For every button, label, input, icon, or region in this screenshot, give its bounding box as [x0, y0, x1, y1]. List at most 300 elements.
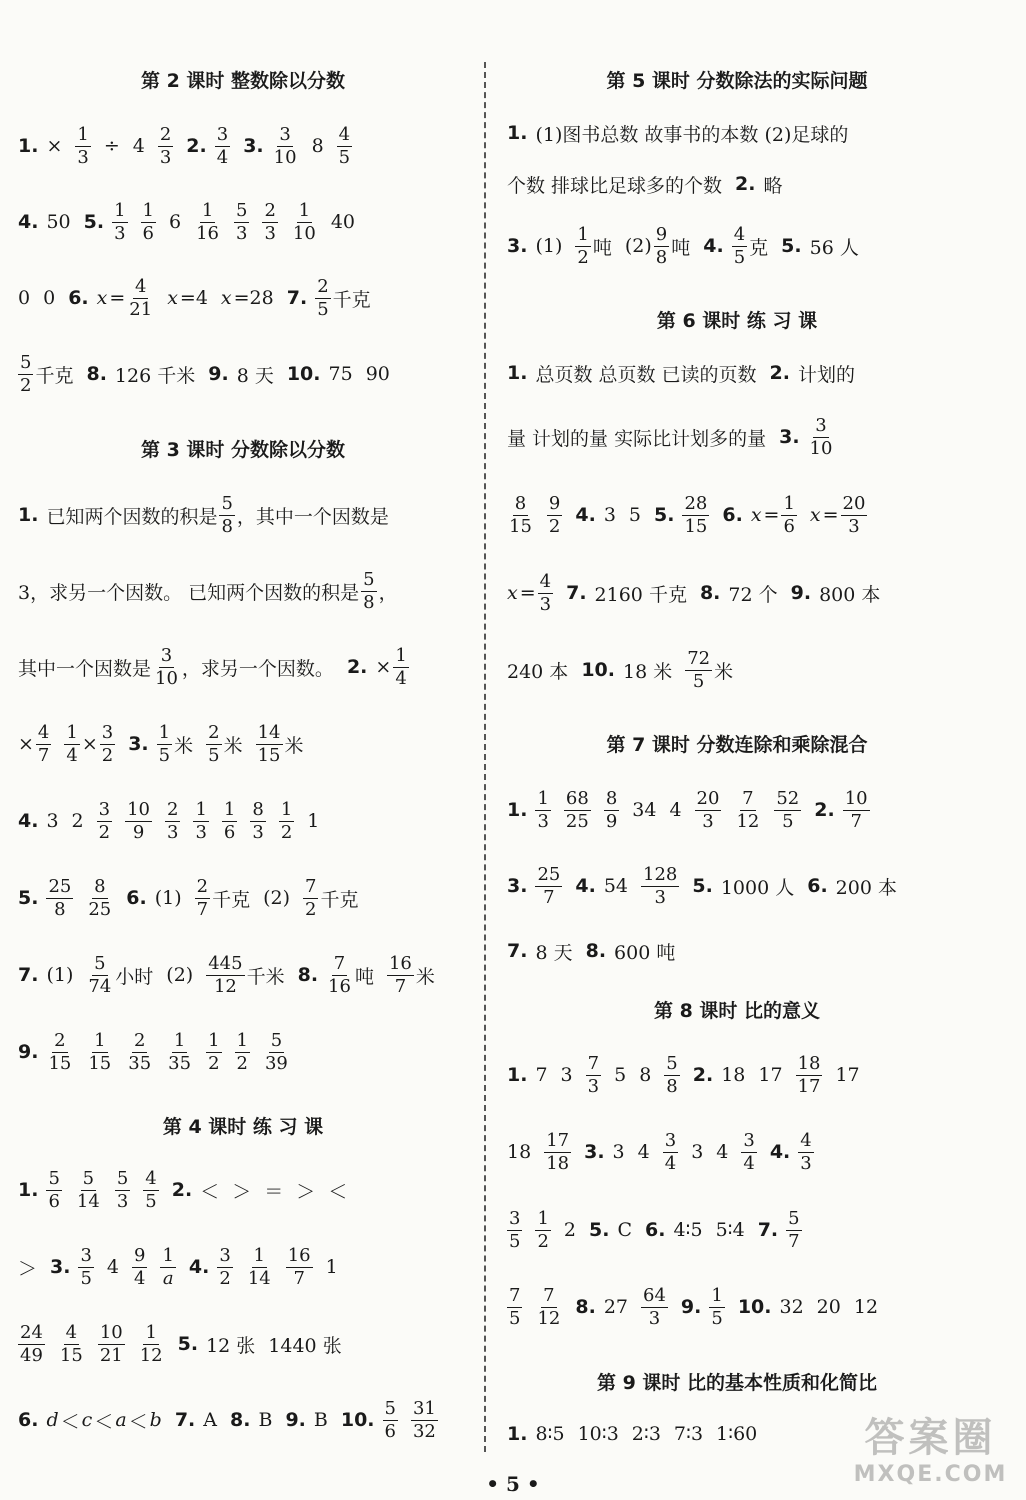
answer-text: 3 [603, 504, 616, 526]
answer-text: 126 千米 [114, 364, 196, 387]
fraction-denominator: 6 [384, 1420, 396, 1442]
fraction [663, 1131, 678, 1174]
question-number: 10. [581, 659, 615, 681]
answer-text: 2∶3 [631, 1423, 661, 1445]
fraction-denominator: 7 [788, 1230, 800, 1252]
fraction-denominator: 8 [655, 246, 668, 268]
answer-text: 12 张 [206, 1334, 256, 1357]
answer-line [507, 640, 733, 700]
fraction-numerator: 4 [539, 570, 552, 592]
answer-text: 1440 张 [268, 1334, 342, 1357]
answer-group [157, 723, 193, 766]
fraction-numerator: 2 [264, 199, 276, 221]
fraction [160, 1246, 175, 1289]
answer-text: 72 个 [728, 583, 778, 606]
answer-text: =4 [179, 287, 208, 309]
answer-group [256, 723, 304, 766]
fraction-numerator: 1 [201, 199, 214, 221]
fraction [141, 201, 156, 244]
fraction-numerator: 1 [395, 644, 407, 666]
fraction [138, 1323, 165, 1366]
fraction [279, 800, 294, 843]
answer-group [375, 646, 408, 689]
fraction [143, 1169, 158, 1212]
fraction-numerator: 3 [743, 1129, 755, 1151]
fraction-numerator: 2 [196, 875, 209, 897]
fraction-denominator: a [162, 1267, 174, 1289]
fraction-numerator: 2 [208, 721, 220, 743]
fraction-denominator: 15 [257, 744, 281, 766]
answer-line [507, 154, 783, 214]
fraction-numerator: 5 [82, 1167, 95, 1189]
answer-text: 200 本 [835, 876, 897, 899]
fraction [808, 416, 835, 459]
question-number: 4. [188, 1256, 210, 1278]
fraction-denominator: 5 [509, 1307, 521, 1329]
fraction [217, 1246, 232, 1289]
fraction-denominator: 8 [666, 1075, 678, 1097]
answer-text: 75 [328, 363, 353, 385]
fraction [219, 494, 234, 537]
fraction-numerator: 25 [48, 875, 72, 897]
answer-text: =28 [233, 287, 274, 309]
fraction [654, 225, 669, 268]
fraction [36, 723, 51, 766]
question-number: 8. [699, 582, 721, 604]
fraction [544, 1131, 571, 1174]
fraction-denominator: 3 [539, 593, 552, 615]
fraction [695, 789, 722, 832]
fraction [153, 646, 180, 689]
question-number: 1. [507, 799, 528, 821]
fraction [206, 954, 244, 997]
question-number: 7. [507, 940, 528, 962]
question-number: 10. [340, 1409, 375, 1431]
fraction-denominator: 8 [221, 515, 233, 537]
fraction [535, 789, 550, 832]
fraction-denominator: 4 [395, 667, 407, 689]
answer-text: 吨 [354, 965, 374, 988]
fraction-denominator: 74 [88, 975, 112, 997]
fraction [361, 570, 376, 613]
answer-text: 3 [560, 1064, 573, 1086]
fraction-numerator: 10 [127, 798, 150, 820]
answer-text: ＜ [60, 1410, 80, 1433]
variable: c [81, 1409, 93, 1431]
answer-text: × [81, 733, 98, 755]
answer-group [206, 723, 242, 766]
variable: x [220, 287, 232, 309]
fraction-numerator: 5 [48, 1167, 60, 1189]
question-number: 7. [757, 1219, 779, 1241]
fraction-denominator: 4 [216, 146, 229, 168]
fraction [841, 494, 868, 537]
question-number: 1. [507, 1064, 528, 1086]
question-number: 3. [50, 1256, 71, 1278]
question-number: 3. [507, 875, 528, 897]
answer-text: ＜ [128, 1410, 148, 1433]
question-number: 3. [243, 135, 264, 157]
fraction-denominator: 21 [99, 1344, 123, 1366]
answer-text: 8 [311, 135, 324, 157]
answer-line [507, 1200, 802, 1260]
variable: x [809, 504, 821, 526]
answer-text: 17 [758, 1064, 783, 1086]
answer-text: = [109, 287, 126, 309]
fraction-denominator: 17 [797, 1075, 821, 1097]
fraction-numerator: 5 [94, 952, 106, 974]
section-title: 第 4 课时 练 习 课 [162, 1116, 324, 1138]
answer-text: 吨 [592, 236, 612, 259]
fraction-numerator: 2 [167, 798, 179, 820]
fraction-denominator: 49 [20, 1344, 43, 1366]
variable: x [507, 582, 518, 604]
fraction-numerator: 72 [687, 647, 711, 669]
answer-text: (2) [263, 887, 291, 909]
watermark-text: 答案圈 [864, 1415, 997, 1461]
fraction [641, 865, 679, 908]
answer-text: ＜ [94, 1410, 114, 1433]
answer-text: 米 [714, 660, 734, 683]
fraction [46, 1031, 73, 1074]
fraction-denominator: 12 [537, 1307, 561, 1329]
fraction-denominator: 6 [142, 222, 154, 244]
answer-text: (1)图书总数 故事书的本数 (2)足球的 [535, 123, 849, 146]
fraction-numerator: 1 [223, 798, 236, 820]
answer-text: 27 [603, 1296, 628, 1318]
answer-text: 12 [853, 1296, 879, 1318]
fraction [75, 125, 90, 168]
question-number: 9. [285, 1409, 306, 1431]
answer-group [18, 723, 51, 766]
question-number: 7. [18, 964, 39, 986]
answer-text: 千米 [246, 965, 285, 988]
fraction-numerator: 3 [815, 414, 827, 436]
fraction [843, 789, 870, 832]
answer-line [507, 921, 675, 981]
fraction [166, 1031, 193, 1074]
answer-text: 20 [816, 1296, 841, 1318]
answer-text: 1000 人 [720, 876, 795, 899]
answer-text: 5 [628, 504, 641, 526]
question-number: 5. [654, 504, 675, 526]
fraction [774, 789, 801, 832]
fraction-numerator: 1 [173, 1029, 186, 1051]
fraction [547, 494, 562, 537]
answer-text: 量 计划的量 实际比计划多的量 [507, 427, 767, 450]
question-number: 3. [779, 426, 800, 448]
fraction-numerator: 5 [20, 351, 32, 373]
fraction-numerator: 1 [711, 1284, 723, 1306]
fraction [741, 1131, 756, 1174]
answer-text: B [313, 1409, 328, 1431]
fraction [195, 877, 210, 920]
fraction [58, 1323, 85, 1366]
answer-line [18, 637, 409, 697]
answer-text: = [519, 582, 536, 604]
answer-line [507, 780, 870, 840]
question-number: 4. [18, 810, 39, 832]
answer-text: 2 [563, 1219, 576, 1241]
fraction [798, 1131, 813, 1174]
fraction-denominator: 10 [292, 222, 316, 244]
question-number: 2. [346, 656, 368, 678]
fraction [46, 1169, 61, 1212]
answer-text: 800 本 [819, 583, 881, 606]
fraction-numerator: 64 [643, 1284, 666, 1306]
fraction-denominator: 3 [77, 146, 89, 168]
answer-line [18, 714, 304, 774]
fraction-denominator: 2 [305, 898, 317, 920]
answer-group [575, 225, 611, 268]
answer-text: 18 米 [622, 660, 673, 683]
fraction-numerator: 68 [565, 787, 589, 809]
fraction-denominator: 2 [537, 1230, 549, 1252]
fraction [781, 494, 796, 537]
fraction-denominator: 5 [338, 146, 351, 168]
fraction-numerator: 3 [101, 721, 114, 743]
answer-text: 千克 [35, 364, 74, 387]
fraction-numerator: 1 [145, 1321, 157, 1343]
answer-group [326, 954, 374, 997]
fraction [535, 1209, 550, 1252]
question-number: 6. [18, 1409, 39, 1431]
answer-text: 略 [763, 174, 783, 197]
answer-text: 1 [325, 1256, 338, 1278]
answer-line [18, 1160, 347, 1220]
fraction-denominator: 5 [145, 1190, 157, 1212]
answer-text: ＜ [328, 1180, 348, 1203]
fraction-denominator: 7 [37, 744, 50, 766]
question-number: 4. [575, 504, 596, 526]
answer-text: 3 [46, 810, 59, 832]
fraction-denominator: 2 [20, 374, 32, 396]
fraction [112, 201, 127, 244]
fraction [256, 723, 283, 766]
fraction-numerator: 2 [54, 1029, 66, 1051]
fraction-numerator: 1 [94, 1029, 106, 1051]
answer-text: (1) [535, 235, 563, 257]
answer-group [625, 225, 690, 268]
answer-line [18, 344, 390, 404]
answer-text: (1) [46, 964, 74, 986]
fraction-denominator: 3 [587, 1075, 600, 1097]
answer-text: 3 [612, 1141, 625, 1163]
fraction [786, 1209, 801, 1252]
answer-text: = [763, 504, 780, 526]
answer-text: 0 [18, 287, 31, 309]
fraction-numerator: 5 [221, 492, 233, 514]
fraction [303, 877, 318, 920]
fraction-numerator: 14 [257, 721, 281, 743]
question-number: 6. [645, 1219, 666, 1241]
question-number: 4. [703, 235, 724, 257]
answer-text: 2 [71, 810, 84, 832]
answer-text: 4 [132, 135, 145, 157]
fraction-numerator: 1 [162, 1244, 174, 1266]
answer-text: 3，求另一个因数。 已知两个因数的积是 [18, 581, 360, 604]
fraction [193, 800, 208, 843]
question-number: 8. [585, 940, 607, 962]
section-title: 第 6 课时 练 习 课 [656, 310, 818, 332]
answer-group [46, 494, 388, 537]
fraction-denominator: 6 [783, 515, 795, 537]
fraction [734, 789, 761, 832]
fraction [132, 1246, 147, 1289]
question-number: 1. [507, 362, 528, 384]
section-title: 第 9 课时 比的基本性质和化简比 [596, 1372, 878, 1394]
answer-line [507, 485, 867, 545]
question-number: 4. [18, 211, 39, 233]
fraction [641, 1286, 668, 1329]
answer-text: 32 [779, 1296, 804, 1318]
question-number: 5. [692, 875, 713, 897]
fraction-denominator: 2 [548, 515, 561, 537]
fraction [250, 800, 265, 843]
fraction-denominator: 39 [264, 1052, 288, 1074]
fraction [507, 1286, 522, 1329]
answer-line [18, 1237, 338, 1297]
fraction-numerator: 4 [135, 275, 147, 297]
question-number: 6. [126, 887, 147, 909]
fraction-numerator: 9 [548, 492, 561, 514]
answer-text: ＞ [296, 1180, 316, 1203]
fraction-numerator: 7 [509, 1284, 521, 1306]
answer-text: ，求另一个因数。 [181, 657, 334, 680]
fraction-numerator: 3 [216, 123, 229, 145]
answer-text: 7 [535, 1064, 548, 1086]
fraction-numerator: 18 [797, 1052, 821, 1074]
fraction [732, 225, 747, 268]
answer-text: = [822, 504, 839, 526]
fraction-numerator: 5 [788, 1207, 800, 1229]
answer-text: 米 [284, 734, 304, 757]
fraction [115, 1169, 130, 1212]
fraction [535, 865, 562, 908]
fraction [393, 646, 408, 689]
fraction-denominator: 3 [167, 821, 179, 843]
fraction [18, 353, 33, 396]
answer-text: 4∶5 [673, 1219, 703, 1241]
question-number: 5. [177, 1333, 199, 1355]
fraction [157, 723, 172, 766]
fraction-numerator: 8 [605, 787, 618, 809]
question-number: 7. [566, 582, 587, 604]
fraction-denominator: 16 [196, 222, 219, 244]
answer-text: 米 [223, 734, 243, 757]
fraction-numerator: 9 [655, 223, 668, 245]
fraction [235, 1031, 250, 1074]
fraction-denominator: 15 [88, 1052, 112, 1074]
fraction-numerator: 8 [94, 875, 106, 897]
fraction [98, 1323, 125, 1366]
answer-group [387, 954, 435, 997]
fraction [215, 125, 230, 168]
answer-text: (2) [166, 964, 194, 986]
fraction [86, 1031, 113, 1074]
answer-group [195, 877, 250, 920]
fraction [234, 201, 249, 244]
answer-group [18, 353, 73, 396]
question-number: 9. [18, 1041, 39, 1063]
fraction-numerator: 2 [133, 1029, 146, 1051]
fraction-denominator: 10 [809, 437, 833, 459]
fraction-numerator: 4 [37, 721, 50, 743]
fraction-denominator: 14 [76, 1190, 100, 1212]
question-number: 2. [186, 135, 207, 157]
fraction [263, 1031, 290, 1074]
answer-line [18, 791, 319, 851]
fraction [126, 1031, 153, 1074]
answer-text: ，其中一个因数是 [236, 505, 389, 528]
answer-text: 5∶4 [715, 1219, 745, 1241]
fraction-denominator: 5 [733, 246, 746, 268]
answer-line [18, 268, 371, 328]
fraction-denominator: 25 [88, 898, 112, 920]
column-divider [484, 62, 486, 1452]
watermark-logo [843, 1414, 1018, 1494]
question-number: 2. [692, 1064, 714, 1086]
fraction-numerator: 7 [543, 1284, 555, 1306]
answer-line [18, 1314, 342, 1374]
fraction [664, 1054, 679, 1097]
answer-line [507, 1045, 860, 1105]
answer-text: 50 [46, 211, 71, 233]
fraction [507, 494, 534, 537]
fraction-denominator: 10 [273, 146, 297, 168]
answer-text: 6 [169, 211, 182, 233]
fraction [538, 572, 553, 615]
question-number: 1. [18, 1179, 39, 1201]
answer-text: A [203, 1409, 218, 1431]
fraction-numerator: 3 [509, 1207, 521, 1229]
fraction-numerator: 3 [98, 798, 111, 820]
fraction-denominator: 5 [208, 744, 220, 766]
fraction [64, 723, 79, 766]
answer-line [18, 192, 355, 252]
question-number: 6. [807, 875, 828, 897]
fraction-denominator: 8 [363, 591, 375, 613]
answer-text: (2) [624, 235, 652, 257]
fraction-numerator: 1 [783, 492, 795, 514]
answer-text: 米 [174, 734, 194, 757]
answer-text: 2160 千克 [594, 583, 687, 606]
fraction [206, 1031, 221, 1074]
answer-text: 其中一个因数是 [18, 657, 152, 680]
fraction-denominator: 8 [54, 898, 66, 920]
fraction-denominator: 3 [159, 146, 172, 168]
question-number: 5. [18, 887, 39, 909]
question-number: 3. [507, 235, 528, 257]
fraction-numerator: 1 [66, 721, 78, 743]
fraction-numerator: 128 [643, 863, 678, 885]
question-number: 9. [790, 582, 812, 604]
answer-text: 4 [669, 799, 682, 821]
fraction [507, 1209, 522, 1252]
fraction-denominator: 25 [565, 810, 589, 832]
answer-text: 0 [43, 287, 56, 309]
answer-text: 240 本 [507, 660, 569, 683]
fraction-denominator: 4 [743, 1152, 755, 1174]
fraction [383, 1399, 398, 1442]
question-number: 5. [83, 211, 105, 233]
fraction-numerator: 2 [317, 275, 329, 297]
answer-text: 千克 [212, 888, 251, 911]
question-number: 5. [589, 1219, 610, 1241]
watermark-url: MXQE.COM [853, 1462, 1008, 1487]
fraction-denominator: 2 [219, 1267, 231, 1289]
question-number: 8. [86, 363, 107, 385]
